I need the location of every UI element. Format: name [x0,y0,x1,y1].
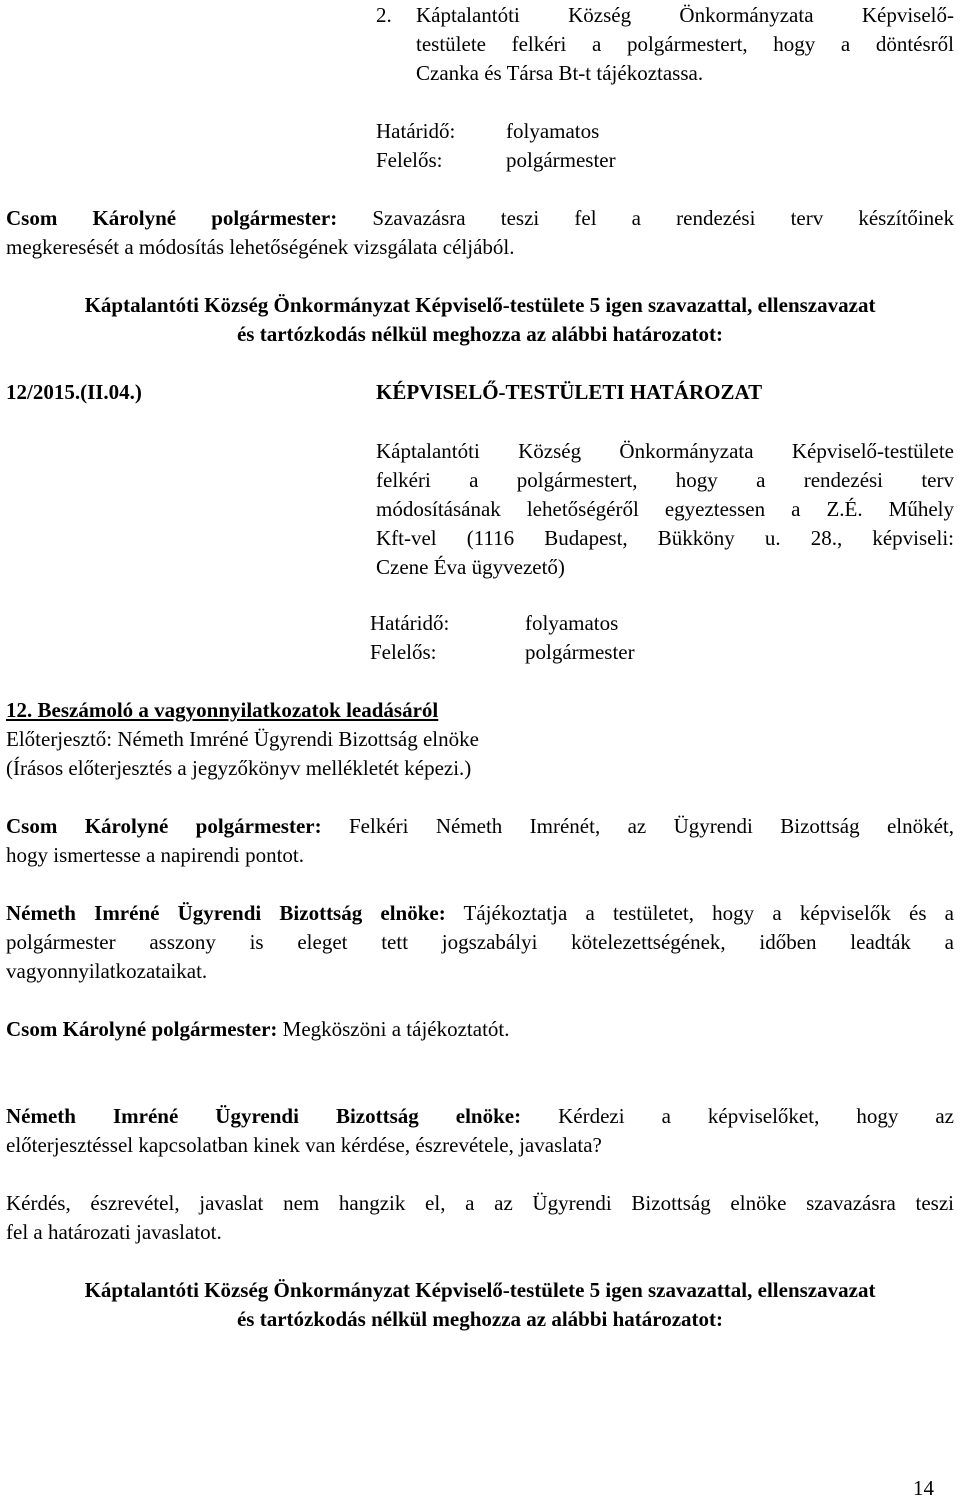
resolution-title: KÉPVISELŐ-TESTÜLETI HATÁROZAT [376,380,763,404]
resolution-responsible [370,638,635,667]
deadline-value: folyamatos [525,611,619,635]
speaker: Csom Károlyné polgármester: [6,1017,278,1041]
paragraph-mayor-1: Csom Károlyné polgármester: Szavazásra teszi fel a rendezési terv készítőinek megkeresését a módosítás lehetőségének vizsgálata céljából. [6,206,954,259]
speaker: Németh Imréné Ügyrendi Bizottság elnöke: [6,901,446,925]
item2-line: testülete felkéri a polgármestert, hogy a döntésről [416,32,954,56]
resolution-number: 12/2015.(II.04.) [6,380,142,404]
responsible-value: polgármester [525,640,635,664]
vote-statement-2: Káptalantóti Község Önkormányzat Képviselő-testülete 5 igen szavazattal, ellenszavazat és tartózkodás nélkül meghozza az alábbi határozatot: [84,1278,876,1331]
responsible-label: Felelős: [376,148,443,172]
item2-text [416,1,954,88]
agenda-note: (Írásos előterjesztés a jegyzőkönyv mellékletét képezi.) [6,756,472,780]
page-number: 14 [913,1476,934,1500]
responsible-value: polgármester [506,148,616,172]
agenda-presenter: Előterjesztő: Németh Imréné Ügyrendi Bizottság elnöke [6,727,479,751]
item2-number: 2. [376,3,392,27]
item2-deadline [376,117,599,146]
paragraph-mayor-2: Csom Károlyné polgármester: Felkéri Németh Imrénét, az Ügyrendi Bizottság elnökét, hogy ismertesse a napirendi pontot. [6,814,954,867]
deadline-label: Határidő: [376,119,456,143]
deadline-label: Határidő: [370,611,450,635]
paragraph-committee-2: Németh Imréné Ügyrendi Bizottság elnöke: Kérdezi a képviselőket, hogy az előterjesztéssel kapcsolatban kinek van kérdése, észrevétele, javaslata? [6,1104,954,1157]
paragraph-mayor-3: Csom Károlyné polgármester: Megköszöni a tájékoztatót. [6,1017,510,1041]
resolution-deadline [370,609,618,638]
deadline-value: folyamatos [506,119,600,143]
item2-responsible [376,146,616,175]
paragraph-question: Kérdés, észrevétel, javaslat nem hangzik el, a az Ügyrendi Bizottság elnöke szavazásra teszi fel a határozati javaslatot. [6,1191,954,1244]
agenda-heading: 12. Beszámoló a vagyonnyilatkozatok leadásáról [6,698,439,722]
responsible-label: Felelős: [370,640,437,664]
resolution-text: Káptalantóti Község Önkormányzata Képviselő-testülete felkéri a polgármestert, hogy a rendezési terv módosításának lehetőségéről egyeztessen a Z.É. Műhely Kft-vel (1116 Budapest, Bükköny u. 28., képviseli: Czene Éva ügyvezető) [376,439,954,579]
item2-line: Káptalantóti Község Önkormányzata Képviselő- [416,3,954,27]
speaker: Németh Imréné Ügyrendi Bizottság elnöke: [6,1104,522,1128]
paragraph-committee-1: Németh Imréné Ügyrendi Bizottság elnöke: Tájékoztatja a testületet, hogy a képviselők és a polgármester asszony is eleget tett jogszabályi kötelezettségének, időben leadták a vagyonnyilatkozataikat. [6,901,954,983]
speaker: Csom Károlyné polgármester: [6,814,322,838]
item2-line: Czanka és Társa Bt-t tájékoztassa. [416,61,704,85]
vote-statement-1: Káptalantóti Község Önkormányzat Képviselő-testülete 5 igen szavazattal, ellenszavazat és tartózkodás nélkül meghozza az alábbi határozatot: [84,293,876,346]
speaker: Csom Károlyné polgármester: [6,206,338,230]
